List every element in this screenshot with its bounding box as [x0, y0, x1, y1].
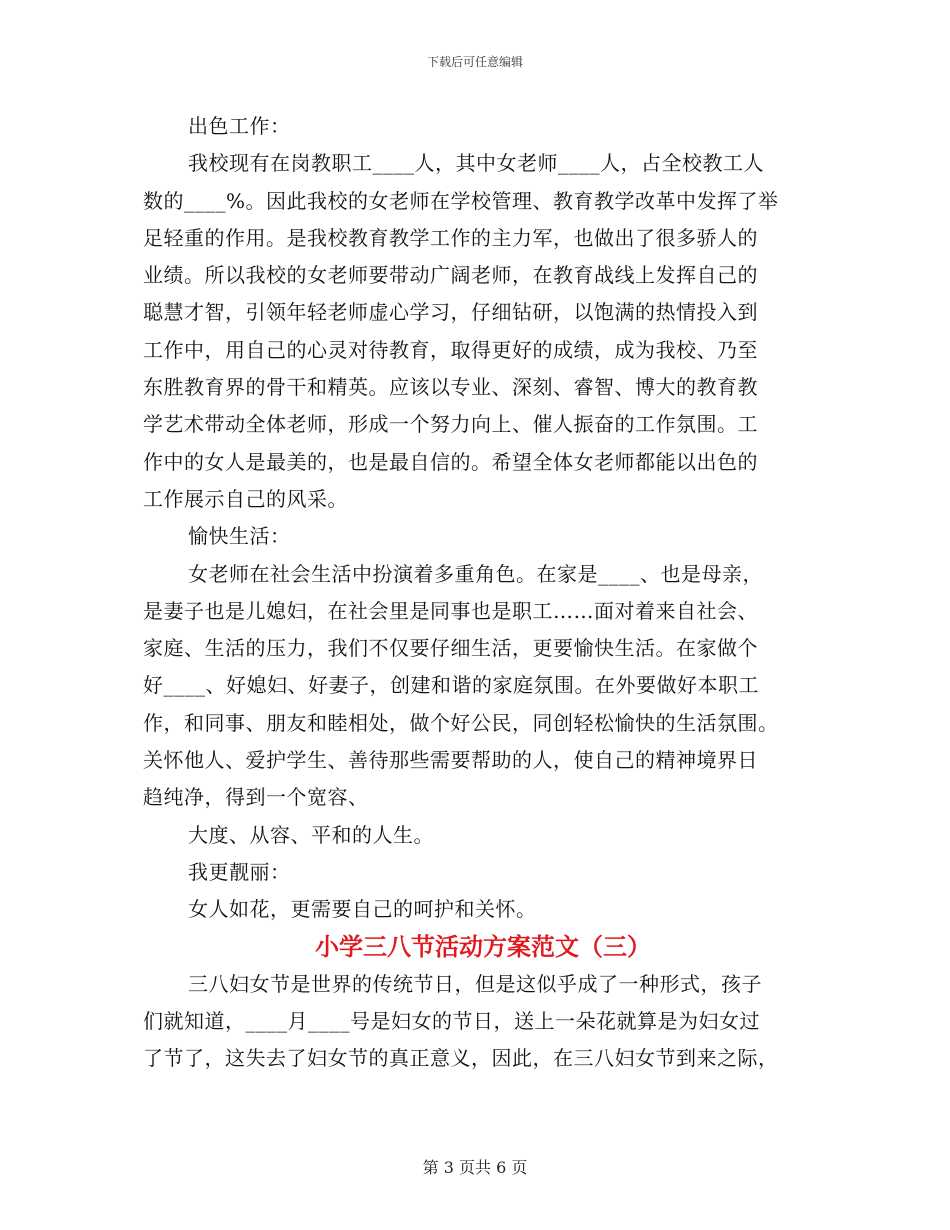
paragraph-line: 好____、好媳妇、好妻子，创建和谐的家庭氛围。在外要做好本职工 [143, 673, 759, 698]
paragraph-line: 作中的女人是最美的，也是最自信的。希望全体女老师都能以出色的 [143, 449, 758, 474]
paragraph-line: 趋纯净，得到一个宽容、 [143, 785, 369, 810]
paragraph-line: 足轻重的作用。是我校教育教学工作的主力军，也做出了很多骄人的 [143, 225, 758, 250]
paragraph-line: 出色工作： [188, 114, 291, 138]
paragraph-line: 工作展示自己的风采。 [143, 486, 348, 511]
paragraph-line: 学艺术带动全体老师，形成一个努力向上、催人振奋的工作氛围。工 [143, 412, 758, 437]
paragraph-line: 聪慧才智，引领年轻老师虚心学习，仔细钻研，以饱满的热情投入到 [143, 300, 758, 325]
paragraph-line: 我更靓丽： [188, 859, 291, 884]
paragraph-line: 业绩。所以我校的女老师要带动广阔老师，在教育战线上发挥自己的 [143, 263, 758, 288]
paragraph-line: 数的____%。因此我校的女老师在学校管理、教育教学改革中发挥了举 [143, 188, 779, 213]
paragraph-line: 三八妇女节是世界的传统节日，但是这似乎成了一种形式，孩子 [188, 971, 762, 996]
paragraph-line: 作，和同事、朋友和睦相处，做个好公民，同创轻松愉快的生活氛围。 [143, 710, 779, 735]
paragraph-line: 关怀他人、爱护学生、善待那些需要帮助的人，使自己的精神境界日 [143, 748, 758, 773]
page-header: 下载后可任意编辑 [426, 55, 523, 69]
document-body [143, 108, 813, 1078]
paragraph-line: 家庭、生活的压力，我们不仅要仔细生活，更要愉快生活。在家做个 [143, 636, 758, 661]
paragraph-line: 是妻子也是儿媳妇，在社会里是同事也是职工……面对着来自社会、 [143, 598, 758, 623]
paragraph-line: 我校现有在岗教职工____人，其中女老师____人，占全校教工人 [188, 151, 764, 176]
page-footer: 第 3 页共 6 页 [422, 1158, 528, 1177]
paragraph-line: 了节了，这失去了妇女节的真正意义，因此，在三八妇女节到来之际， [143, 1046, 779, 1071]
section-title: 小学三八节活动方案范文（三） [315, 932, 651, 961]
paragraph-line: 工作中，用自己的心灵对待教育，取得更好的成绩，成为我校、乃至 [143, 337, 758, 362]
paragraph-line: 东胜教育界的骨干和精英。应该以专业、深刻、睿智、博大的教育教 [143, 375, 758, 400]
paragraph-line: 们就知道，____月____号是妇女的节日，送上一朵花就算是为妇女过 [143, 1009, 760, 1034]
paragraph-line: 大度、从容、平和的人生。 [188, 822, 434, 847]
paragraph-line: 女人如花，更需要自己的呵护和关怀。 [188, 897, 537, 922]
paragraph-line: 女老师在社会生活中扮演着多重角色。在家是____、也是母亲， [188, 561, 763, 586]
paragraph-line: 愉快生活： [188, 524, 291, 549]
